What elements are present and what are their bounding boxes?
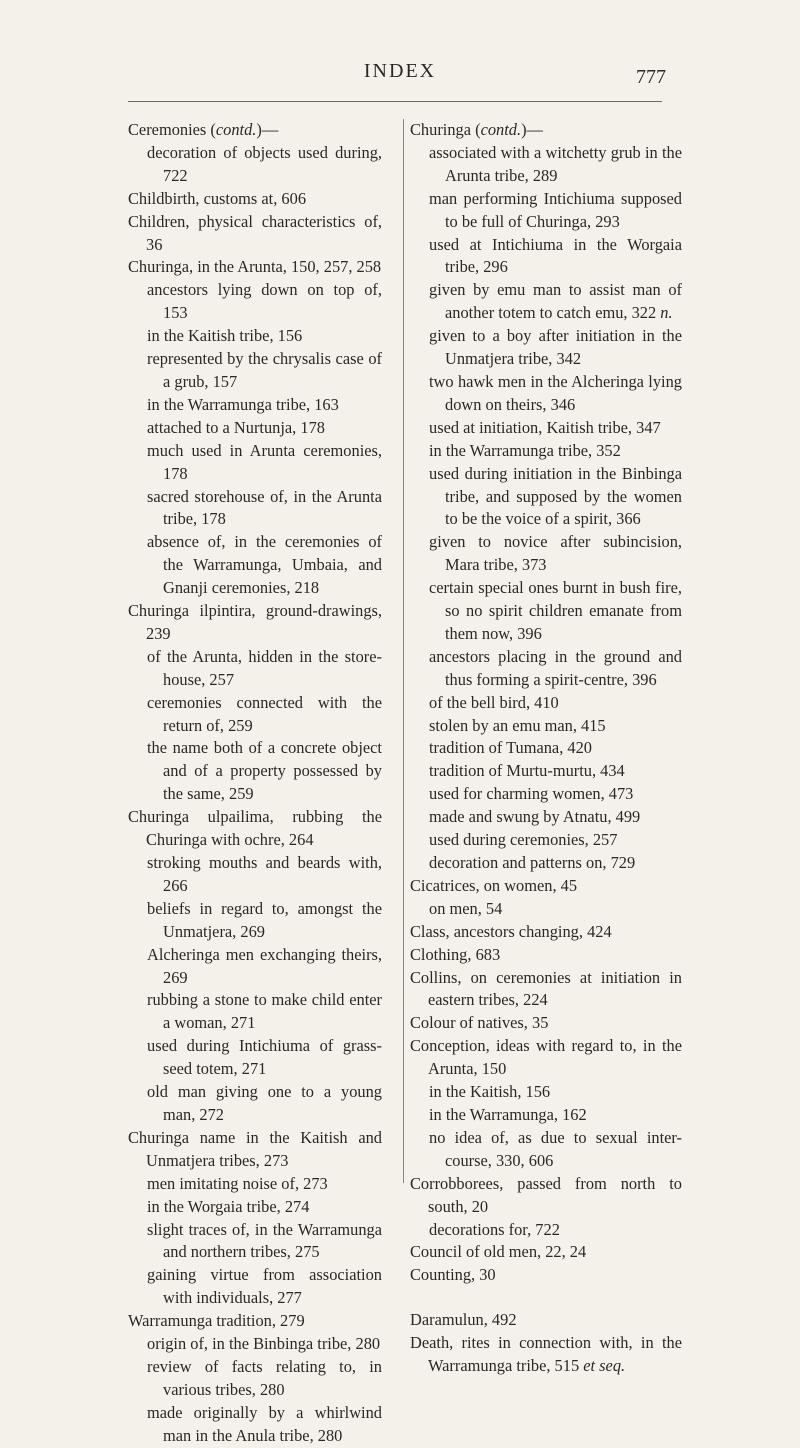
index-entry: Churinga, in the Arunta, 150, 257, 258 (128, 257, 382, 277)
index-subentry: used at initiation, Kaitish tribe, 347 (429, 417, 661, 437)
index-subentry: in the Worgaia tribe, 274 (147, 1196, 310, 1216)
index-entry: Churinga ulpailima, rubbing the Churinga with ochre, 264 (128, 807, 382, 850)
index-subentry: ancestors placing in the ground and thus forming a spirit-centre, 396 (429, 646, 682, 689)
index-subentry: in the Kaitish, 156 (429, 1082, 551, 1102)
index-subentry: in the Warramunga tribe, 163 (147, 394, 339, 414)
index-subentry: represented by the chrysalis case of a grub, 157 (147, 349, 382, 391)
right-column-entries (410, 119, 682, 1378)
right-column (403, 119, 682, 1376)
index-entry: Corrobborees, passed from north to south, 20 (410, 1173, 682, 1216)
index-entry: Cicatrices, on women, 45 (410, 875, 578, 895)
index-entry: Death, rites in connection with, in the Warramunga tribe, 515 et seq. (410, 1333, 682, 1376)
index-subentry: ceremonies connected with the return of, 259 (147, 692, 382, 735)
index-subentry: no idea of, as due to sexual inter-course, 330, 606 (429, 1127, 682, 1170)
index-subentry: on men, 54 (429, 898, 503, 918)
index-subentry: certain special ones burnt in bush fire, so no spirit children emanate from them now, 396 (429, 578, 682, 643)
page-title: INDEX (363, 60, 437, 82)
index-entry: Ceremonies (contd.)— (128, 120, 279, 139)
index-subentry: of the Arunta, hidden in the store-house, 257 (147, 646, 382, 689)
index-subentry: used at Intichiuma in the Worgaia tribe, 296 (429, 234, 682, 277)
index-entry: Churinga (contd.)— (410, 120, 543, 139)
index-subentry: used for charming women, 473 (429, 784, 634, 804)
index-subentry: old man giving one to a young man, 272 (147, 1082, 382, 1124)
index-entry: Collins, on ceremonies at initiation in eastern tribes, 224 (410, 967, 682, 1010)
index-subentry: in the Kaitish tribe, 156 (147, 326, 303, 346)
index-entry: Churinga ilpintira, ground-drawings, 239 (128, 601, 382, 643)
index-subentry: made originally by a whirlwind man in the Anula tribe, 280 (147, 1402, 382, 1445)
index-subentry: gaining virtue from association with individuals, 277 (147, 1265, 382, 1308)
index-entry: Clothing, 683 (410, 944, 501, 964)
index-subentry: Alcheringa men exchanging theirs, 269 (147, 944, 382, 987)
index-subentry: beliefs in regard to, amongst the Unmatjera, 269 (147, 898, 382, 941)
index-entry: Class, ancestors changing, 424 (410, 921, 612, 941)
index-entry: Conception, ideas with regard to, in the Arunta, 150 (410, 1036, 682, 1079)
index-subentry: in the Warramunga tribe, 352 (429, 440, 621, 460)
index-subentry: used during ceremonies, 257 (429, 830, 618, 850)
index-subentry: attached to a Nurtunja, 178 (147, 417, 325, 437)
index-subentry: rubbing a stone to make child enter a woman, 271 (147, 990, 382, 1033)
index-subentry: used during initiation in the Binbinga tribe, and supposed by the women to be the voice of a spirit, 366 (429, 463, 682, 529)
index-entry: Childbirth, customs at, 606 (128, 188, 307, 208)
index-subentry: sacred storehouse of, in the Arunta tribe, 178 (147, 486, 382, 529)
index-subentry: in the Warramunga, 162 (429, 1104, 587, 1124)
index-subentry: made and swung by Atnatu, 499 (429, 807, 641, 827)
index-subentry: tradition of Murtu-murtu, 434 (429, 761, 625, 781)
index-subentry: absence of, in the ceremonies of the Warramunga, Umbaia, and Gnanji ceremonies, 218 (147, 532, 382, 598)
index-entry: Daramulun, 492 (410, 1310, 517, 1330)
index-subentry: decoration of objects used during, 722 (147, 142, 382, 185)
index-entry: Council of old men, 22, 24 (410, 1242, 587, 1262)
index-subentry: review of facts relating to, in various tribes, 280 (147, 1356, 382, 1399)
index-subentry: ancestors lying down on top of, 153 (147, 280, 382, 323)
index-subentry: decorations for, 722 (429, 1219, 560, 1239)
index-subentry: tradition of Tumana, 420 (429, 738, 592, 758)
index-entry: Children, physical characteristics of, 36 (128, 211, 382, 254)
index-subentry: slight traces of, in the Warramunga and northern tribes, 275 (147, 1219, 382, 1262)
left-column (128, 119, 382, 1448)
index-subentry: given to novice after subincision, Mara tribe, 373 (429, 532, 682, 575)
index-subentry: given by emu man to assist man of another totem to catch emu, 322 n. (429, 280, 682, 323)
index-subentry: much used in Arunta ceremonies, 178 (147, 440, 382, 483)
index-subentry: associated with a witchetty grub in the Arunta tribe, 289 (429, 142, 682, 185)
index-subentry: origin of, in the Binbinga tribe, 280 (147, 1334, 381, 1354)
index-subentry: the name both of a concrete object and of a property possessed by the same, 259 (147, 738, 382, 804)
index-subentry: stolen by an emu man, 415 (429, 715, 606, 735)
index-entry: Churinga name in the Kaitish and Unmatjera tribes, 273 (128, 1127, 382, 1170)
index-subentry: of the bell bird, 410 (429, 692, 559, 712)
index-entry: Colour of natives, 35 (410, 1013, 549, 1033)
index-subentry: given to a boy after initiation in the Unmatjera tribe, 342 (429, 326, 682, 369)
index-subentry: men imitating noise of, 273 (147, 1173, 328, 1193)
index-subentry: man performing Intichiuma supposed to be full of Churinga, 293 (429, 188, 682, 231)
header-rule (128, 101, 662, 102)
index-subentry: stroking mouths and beards with, 266 (147, 853, 382, 895)
index-subentry: decoration and patterns on, 729 (429, 853, 636, 872)
index-subentry: two hawk men in the Alcheringa lying down on theirs, 346 (429, 371, 682, 414)
page-number: 777 (636, 66, 666, 88)
index-entry: Counting, 30 (410, 1265, 496, 1285)
index-subentry: used during Intichiuma of grass-seed totem, 271 (147, 1036, 382, 1079)
index-entry: Warramunga tradition, 279 (128, 1311, 305, 1331)
